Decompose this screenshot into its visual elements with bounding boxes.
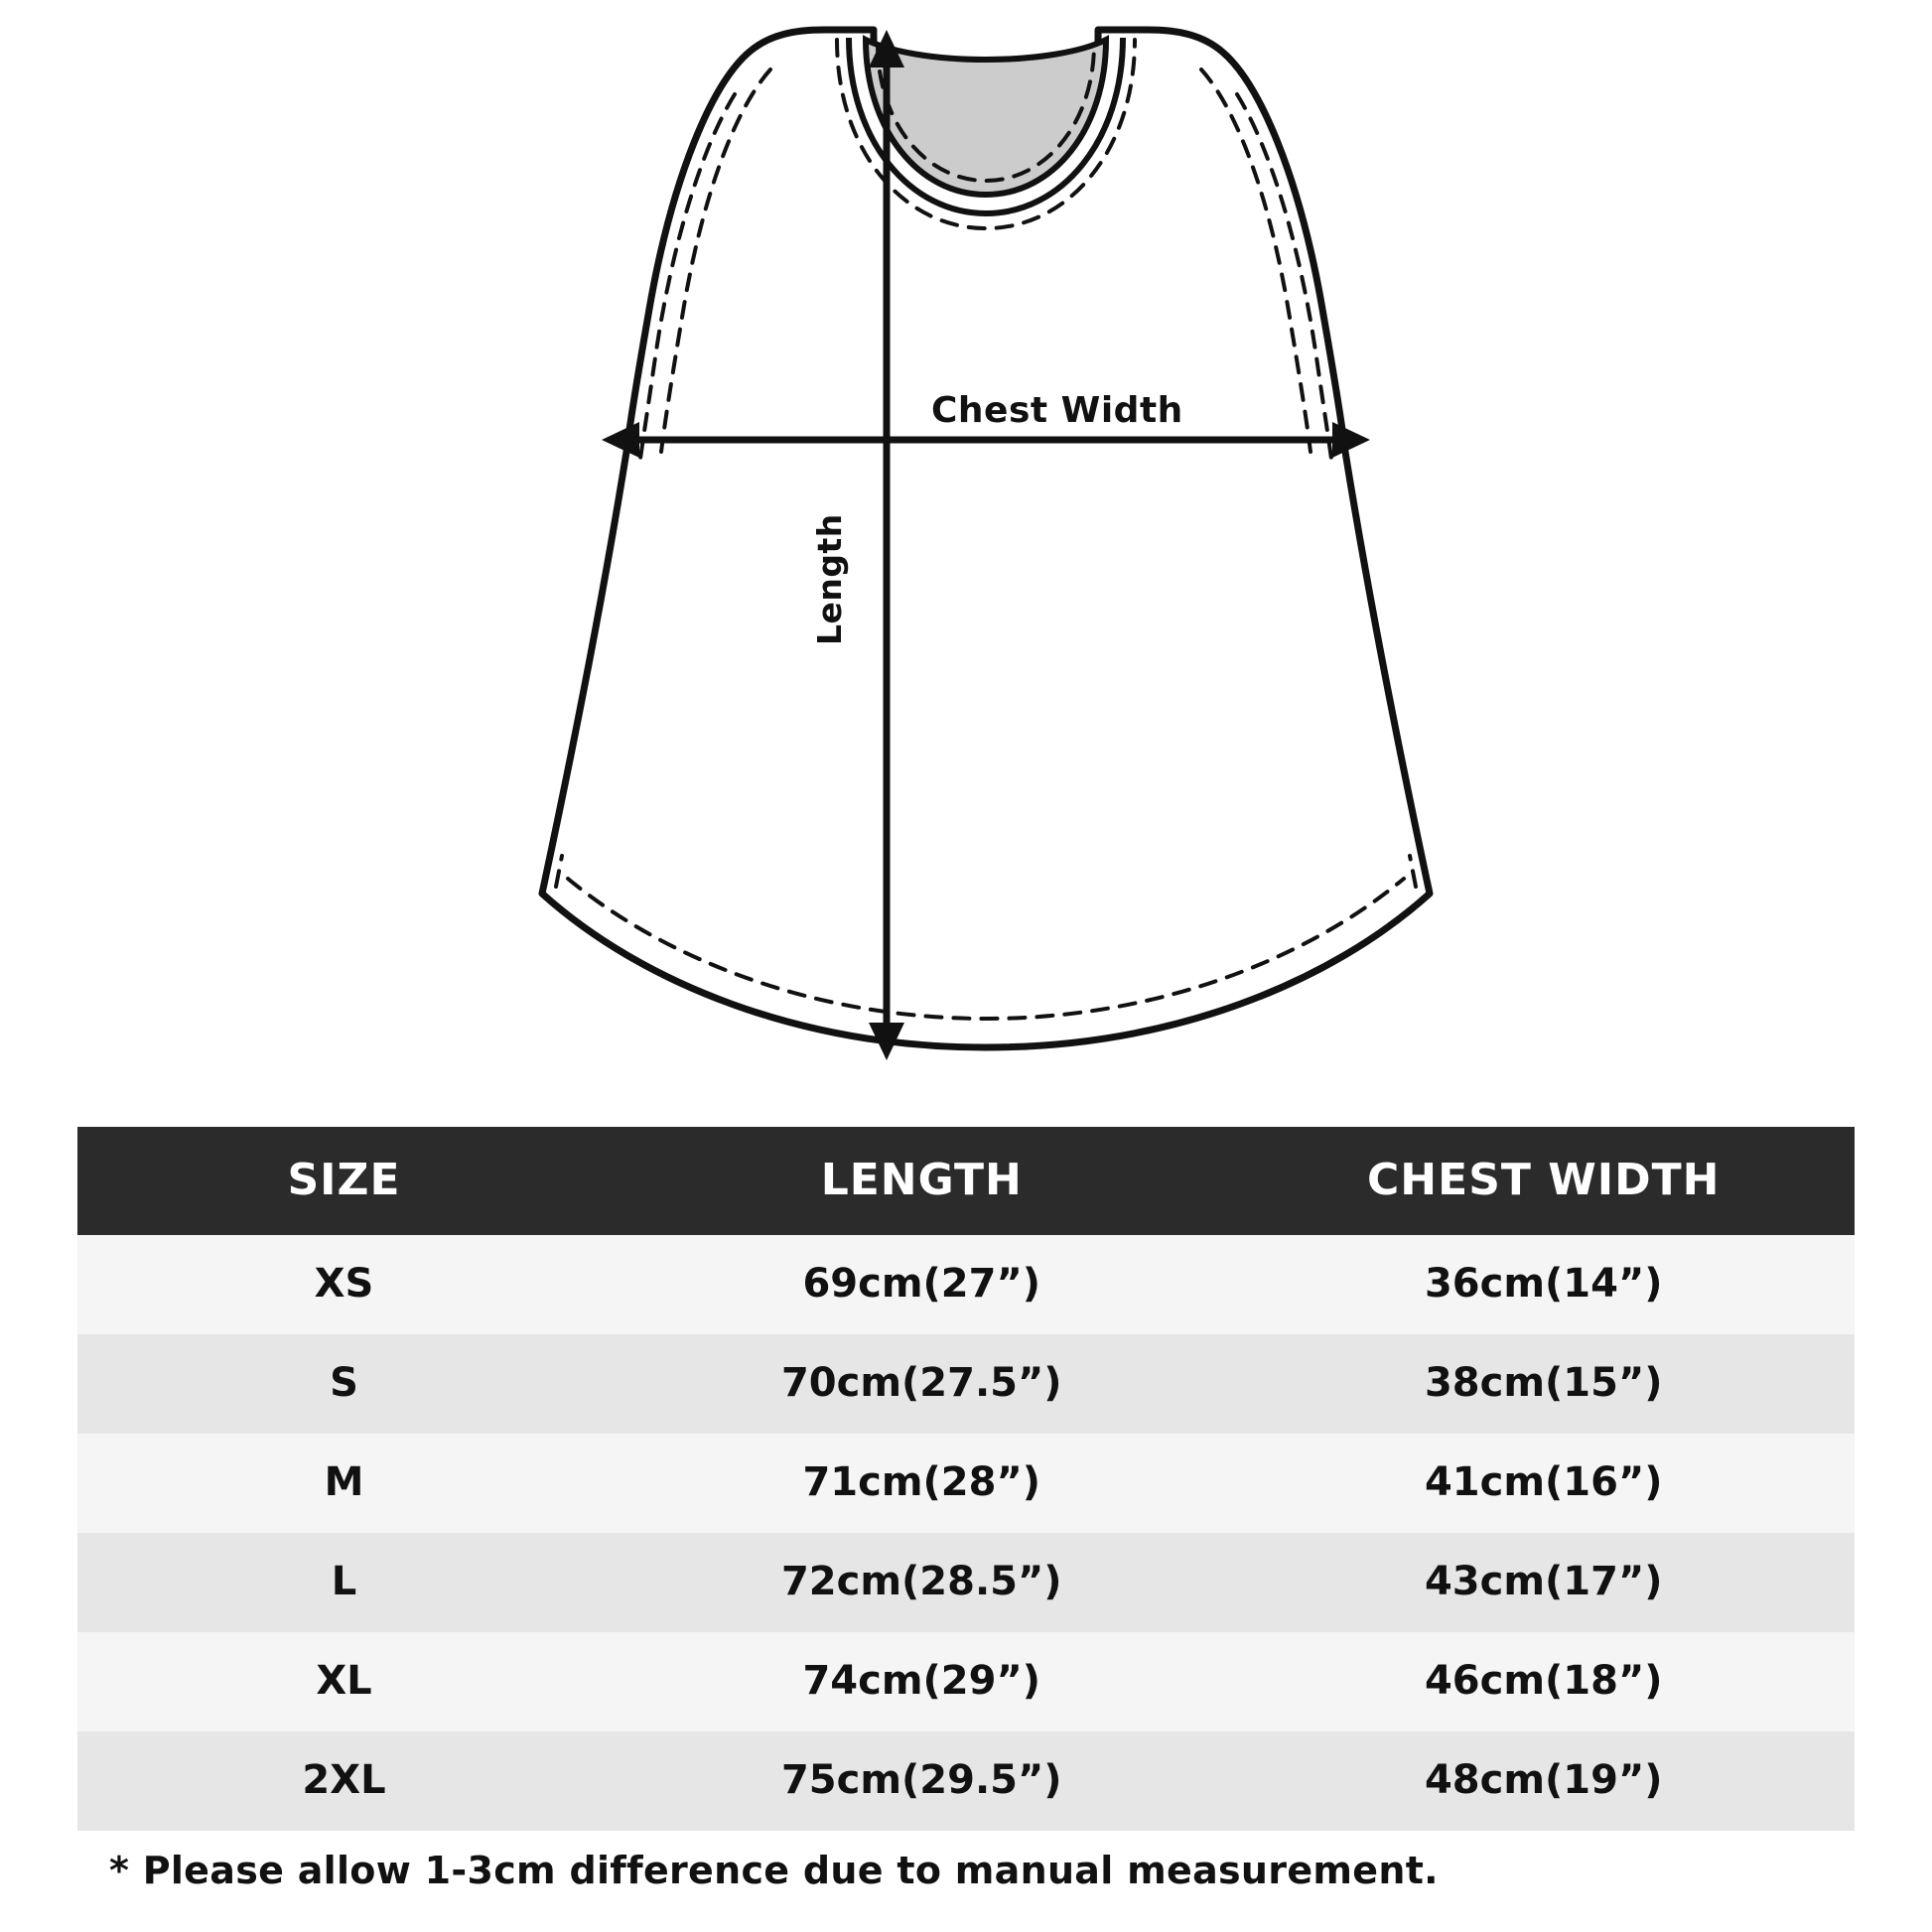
column-header-length: LENGTH xyxy=(611,1127,1233,1235)
cell-length: 75cm(29.5”) xyxy=(611,1731,1233,1831)
table-row xyxy=(77,1334,1855,1434)
cell-chest: 36cm(14”) xyxy=(1233,1235,1856,1334)
cell-size: M xyxy=(77,1434,611,1533)
chest-width-label: Chest Width xyxy=(931,390,1183,431)
cell-length: 70cm(27.5”) xyxy=(611,1334,1233,1434)
size-table-header xyxy=(77,1127,1855,1235)
cell-size: XL xyxy=(77,1632,611,1731)
table-row xyxy=(77,1533,1855,1632)
cell-size: 2XL xyxy=(77,1731,611,1831)
table-row xyxy=(77,1235,1855,1334)
table-row xyxy=(77,1731,1855,1831)
column-header-size: SIZE xyxy=(77,1127,611,1235)
cell-chest: 48cm(19”) xyxy=(1233,1731,1856,1831)
size-table-body xyxy=(77,1235,1855,1831)
cell-size: S xyxy=(77,1334,611,1434)
cell-length: 74cm(29”) xyxy=(611,1632,1233,1731)
cell-length: 71cm(28”) xyxy=(611,1434,1233,1533)
table-row xyxy=(77,1632,1855,1731)
table-header-row xyxy=(77,1127,1855,1235)
cell-size: L xyxy=(77,1533,611,1632)
cell-size: XS xyxy=(77,1235,611,1334)
length-label: Length xyxy=(810,513,849,645)
column-header-chest-width: CHEST WIDTH xyxy=(1233,1127,1856,1235)
cell-chest: 38cm(15”) xyxy=(1233,1334,1856,1434)
cell-chest: 46cm(18”) xyxy=(1233,1632,1856,1731)
cell-chest: 41cm(16”) xyxy=(1233,1434,1856,1533)
measurement-footnote: * Please allow 1-3cm difference due to manual measurement. xyxy=(109,1849,1439,1892)
cell-length: 72cm(28.5”) xyxy=(611,1533,1233,1632)
cell-length: 69cm(27”) xyxy=(611,1235,1233,1334)
table-row xyxy=(77,1434,1855,1533)
cell-chest: 43cm(17”) xyxy=(1233,1533,1856,1632)
size-table xyxy=(77,1127,1855,1831)
